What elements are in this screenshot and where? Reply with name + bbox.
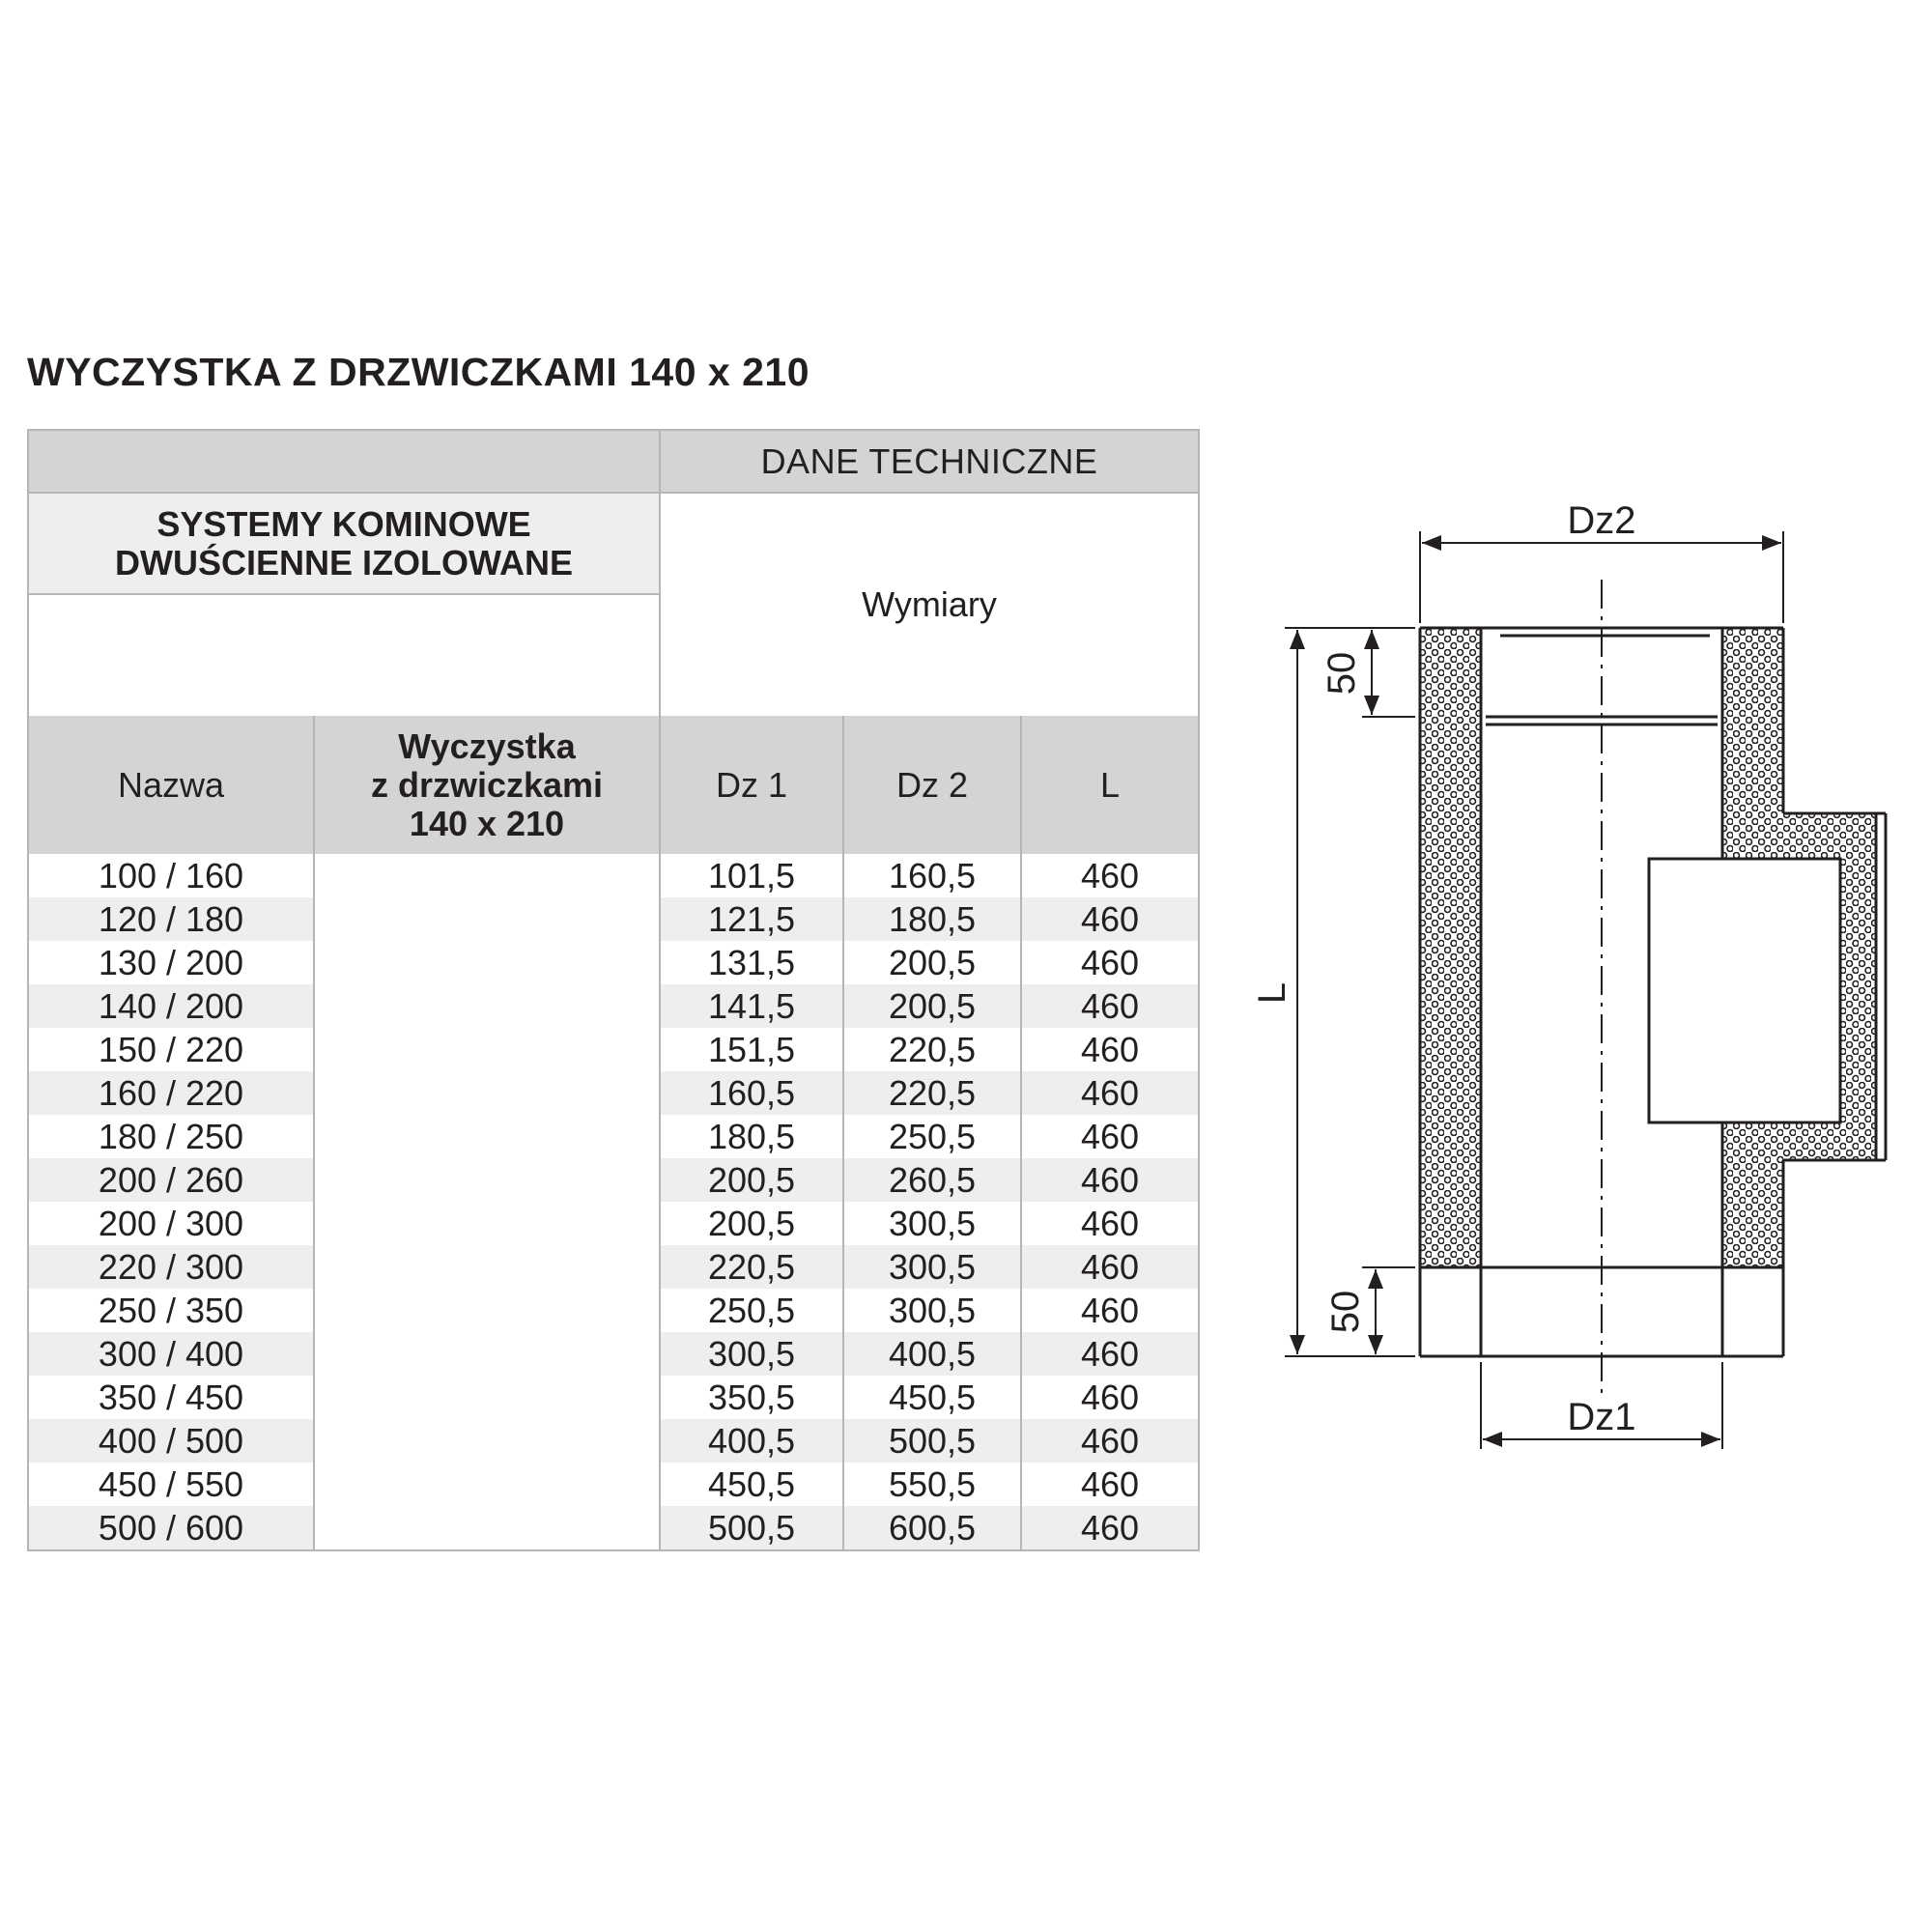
cell-l: 460 (1021, 1419, 1199, 1463)
column-header-nazwa: Nazwa (28, 716, 314, 854)
cell-dz2: 200,5 (843, 984, 1021, 1028)
cell-dz1: 350,5 (660, 1376, 843, 1419)
cell-l: 460 (1021, 1245, 1199, 1289)
page-title: WYCZYSTKA Z DRZWICZKAMI 140 x 210 (27, 350, 810, 394)
wymiary-header: Wymiary (660, 493, 1199, 716)
cell-nazwa: 450 / 550 (28, 1463, 314, 1506)
cell-nazwa: 400 / 500 (28, 1419, 314, 1463)
cell-dz1: 400,5 (660, 1419, 843, 1463)
column-header-dz1: Dz 1 (660, 716, 843, 854)
label-dz1: Dz1 (1567, 1396, 1636, 1438)
cell-nazwa: 500 / 600 (28, 1506, 314, 1550)
cell-dz1: 160,5 (660, 1071, 843, 1115)
cell-dz1: 500,5 (660, 1506, 843, 1550)
cell-dz2: 400,5 (843, 1332, 1021, 1376)
cell-l: 460 (1021, 1115, 1199, 1158)
systemy-line-1: SYSTEMY KOMINOWE (156, 503, 531, 544)
cell-l: 460 (1021, 1289, 1199, 1332)
cell-l: 460 (1021, 1332, 1199, 1376)
cell-l: 460 (1021, 941, 1199, 984)
column-header-dz2: Dz 2 (843, 716, 1021, 854)
cell-nazwa: 350 / 450 (28, 1376, 314, 1419)
cell-dz2: 160,5 (843, 854, 1021, 897)
cell-l: 460 (1021, 854, 1199, 897)
cell-l: 460 (1021, 1028, 1199, 1071)
cell-dz2: 260,5 (843, 1158, 1021, 1202)
label-l: L (1251, 981, 1293, 1005)
cell-nazwa: 200 / 300 (28, 1202, 314, 1245)
product-column-blank (314, 854, 660, 1550)
cell-l: 460 (1021, 897, 1199, 941)
cell-dz2: 200,5 (843, 941, 1021, 984)
dane-techniczne-header: DANE TECHNICZNE (660, 430, 1199, 493)
column-header-product (314, 716, 660, 854)
cell-dz2: 500,5 (843, 1419, 1021, 1463)
cell-dz2: 300,5 (843, 1289, 1021, 1332)
cell-nazwa: 200 / 260 (28, 1158, 314, 1202)
cell-dz2: 180,5 (843, 897, 1021, 941)
cell-nazwa: 160 / 220 (28, 1071, 314, 1115)
header-blank-left (28, 430, 660, 493)
cell-dz1: 220,5 (660, 1245, 843, 1289)
cell-dz2: 220,5 (843, 1071, 1021, 1115)
cell-nazwa: 120 / 180 (28, 897, 314, 941)
cell-nazwa: 130 / 200 (28, 941, 314, 984)
cell-l: 460 (1021, 1506, 1199, 1550)
technical-drawing (1227, 454, 1913, 1478)
cell-nazwa: 100 / 160 (28, 854, 314, 897)
cell-l: 460 (1021, 984, 1199, 1028)
spec-table (27, 429, 1200, 1551)
cell-dz1: 151,5 (660, 1028, 843, 1071)
cell-dz2: 220,5 (843, 1028, 1021, 1071)
product-line-3: 140 x 210 (409, 803, 565, 843)
cell-l: 460 (1021, 1463, 1199, 1506)
cell-dz1: 141,5 (660, 984, 843, 1028)
table-row (28, 854, 1199, 897)
cell-dz2: 600,5 (843, 1506, 1021, 1550)
cell-dz1: 101,5 (660, 854, 843, 897)
cell-dz2: 300,5 (843, 1245, 1021, 1289)
cell-nazwa: 250 / 350 (28, 1289, 314, 1332)
cell-dz1: 300,5 (660, 1332, 843, 1376)
cell-dz1: 200,5 (660, 1202, 843, 1245)
cell-l: 460 (1021, 1376, 1199, 1419)
label-dz2: Dz2 (1567, 499, 1636, 542)
product-line-1: Wyczystka (398, 725, 576, 766)
label-top-50: 50 (1321, 651, 1363, 696)
cell-nazwa: 150 / 220 (28, 1028, 314, 1071)
insulation-left (1420, 628, 1481, 1267)
cell-nazwa: 180 / 250 (28, 1115, 314, 1158)
cell-nazwa: 220 / 300 (28, 1245, 314, 1289)
product-line-2: z drzwiczkami (370, 764, 604, 805)
cell-dz1: 180,5 (660, 1115, 843, 1158)
cell-dz2: 450,5 (843, 1376, 1021, 1419)
column-header-l: L (1021, 716, 1199, 854)
cell-nazwa: 140 / 200 (28, 984, 314, 1028)
cell-dz1: 450,5 (660, 1463, 843, 1506)
cell-l: 460 (1021, 1202, 1199, 1245)
label-bottom-50: 50 (1324, 1290, 1367, 1334)
cell-dz1: 121,5 (660, 897, 843, 941)
systemy-line-2: DWUŚCIENNE IZOLOWANE (115, 542, 573, 582)
cell-dz1: 131,5 (660, 941, 843, 984)
cell-dz2: 550,5 (843, 1463, 1021, 1506)
door-inner-pipe (1649, 859, 1840, 1122)
cell-dz2: 250,5 (843, 1115, 1021, 1158)
systemy-header (28, 493, 660, 594)
cell-dz1: 200,5 (660, 1158, 843, 1202)
header-blank-area (28, 594, 660, 716)
cell-l: 460 (1021, 1158, 1199, 1202)
cell-dz2: 300,5 (843, 1202, 1021, 1245)
cell-l: 460 (1021, 1071, 1199, 1115)
cell-nazwa: 300 / 400 (28, 1332, 314, 1376)
cell-dz1: 250,5 (660, 1289, 843, 1332)
